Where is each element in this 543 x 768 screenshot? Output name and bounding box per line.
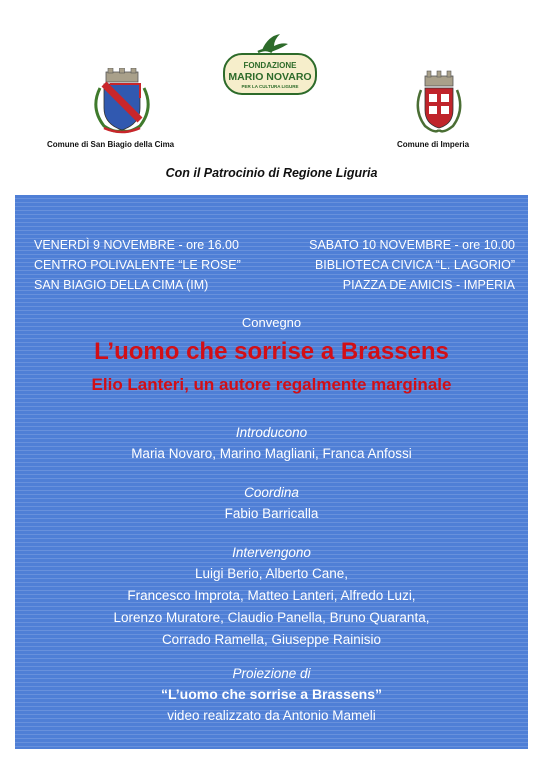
coordina-heading: Coordina <box>244 485 299 500</box>
proiezione-heading: Proiezione di <box>232 666 311 681</box>
foundation-logo <box>222 30 318 100</box>
conference-title: L’uomo che sorrise a Brassens <box>94 338 449 365</box>
introducono-names: Maria Novaro, Marino Magliani, Franca Anfossi <box>131 446 412 461</box>
san-biagio-crest <box>90 68 154 134</box>
conference-subtitle: Elio Lanteri, un autore regalmente marginale <box>91 375 452 394</box>
event-right-venue: BIBLIOTECA CIVICA “L. LAGORIO” <box>314 258 515 272</box>
intervengono-line-2: Francesco Improta, Matteo Lanteri, Alfredo Luzi, <box>127 588 416 603</box>
event-right-place: PIAZZA DE AMICIS - IMPERIA <box>342 278 515 292</box>
conference-label: Convegno <box>241 315 302 330</box>
event-right-date: SABATO 10 NOVEMBRE - ore 10.00 <box>309 238 515 252</box>
proiezione-title: “L’uomo che sorrise a Brassens” <box>161 686 382 702</box>
event-left-place: SAN BIAGIO DELLA CIMA (IM) <box>34 278 209 292</box>
imperia-crest <box>413 70 465 134</box>
logo-line1: FONDAZIONE <box>243 61 297 70</box>
bird-logo-icon <box>258 34 288 52</box>
logo-line3: PER LA CULTURA LIGURE <box>241 84 299 89</box>
intervengono-line-1: Luigi Berio, Alberto Cane, <box>194 566 349 581</box>
proiezione-credit: video realizzato da Antonio Mameli <box>167 708 376 723</box>
coordina-names: Fabio Barricalla <box>224 506 319 521</box>
introducono-heading: Introducono <box>235 425 308 440</box>
event-left-venue: CENTRO POLIVALENTE “LE ROSE” <box>34 258 241 272</box>
intervengono-heading: Intervengono <box>232 545 311 560</box>
right-caption: Comune di Imperia <box>397 140 470 149</box>
patronage-line: Con il Patrocinio di Regione Liguria <box>165 166 378 180</box>
event-left-date: VENERDÌ 9 NOVEMBRE - ore 16.00 <box>34 238 239 252</box>
intervengono-line-4: Corrado Ramella, Giuseppe Rainisio <box>161 632 382 647</box>
left-caption: Comune di San Biagio della Cima <box>47 140 175 149</box>
logo-line2: MARIO NOVARO <box>228 71 312 83</box>
intervengono-line-3: Lorenzo Muratore, Claudio Panella, Bruno Quaranta, <box>113 610 430 625</box>
